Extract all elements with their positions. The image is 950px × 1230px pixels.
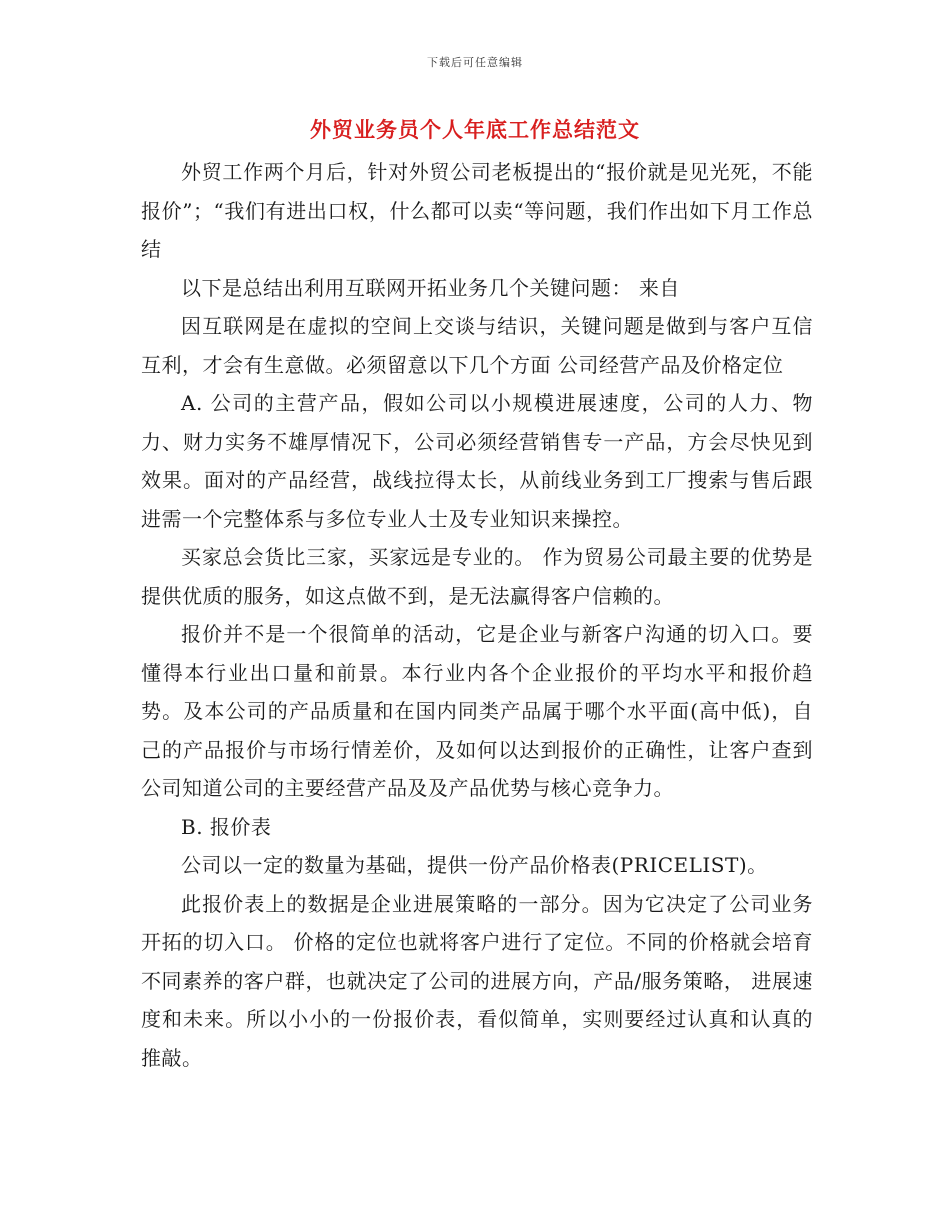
document-body [141, 153, 813, 1077]
section-heading-b: B. 报价表 [181, 814, 272, 839]
paragraph: 报价并不是一个很简单的活动，它是企业与新客户沟通的切入口。要懂得本行业出口量和前景。本行业内各个企业报价的平均水平和报价趋势。及本公司的产品质量和在国内同类产品属于哪个水平面(高中低)，自己的产品报价与市场行情差价，及如何以达到报价的正确性，让客户查到公司知道公司的主要经营产品及及产品优势与核心竞争力。 [141, 622, 813, 800]
paragraph: A. 公司的主营产品，假如公司以小规模进展速度，公司的人力、物力、财力实务不雄厚情况下，公司必须经营销售专一产品，方会尽快见到效果。面对的产品经营，战线拉得太长，从前线业务到工厂搜索与售后跟进需一个完整体系与多位专业人士及专业知识来操控。 [141, 391, 813, 531]
paragraph: 公司以一定的数量为基础，提供一份产品价格表(PRICELIST)。 [181, 853, 768, 877]
paragraph: 以下是总结出利用互联网开拓业务几个关键问题： 来自 [181, 275, 680, 300]
paragraph: 外贸工作两个月后，针对外贸公司老板提出的“报价就是见光死，不能报价”；“我们有进出口权，什么都可以卖“等问题，我们作出如下月工作总结 [141, 160, 813, 261]
header-note: 下载后可任意编辑 [427, 56, 523, 69]
paragraph: 买家总会货比三家，买家远是专业的。 作为贸易公司最主要的优势是提供优质的服务，如这点做不到，是无法赢得客户信赖的。 [141, 545, 813, 608]
paragraph: 因互联网是在虚拟的空间上交谈与结识，关键问题是做到与客户互信互利，才会有生意做。必须留意以下几个方面 公司经营产品及价格定位 [141, 314, 813, 377]
document-title: 外贸业务员个人年底工作总结范文 [310, 117, 640, 142]
paragraph: 此报价表上的数据是企业进展策略的一部分。因为它决定了公司业务开拓的切入口。 价格的定位也就将客户进行了定位。不同的价格就会培育不同素养的客户群，也就决定了公司的进展方向，产品/服务策略， 进展速度和未来。所以小小的一份报价表，看似简单，实则要经过认真和认真的推敲。 [141, 891, 813, 1070]
